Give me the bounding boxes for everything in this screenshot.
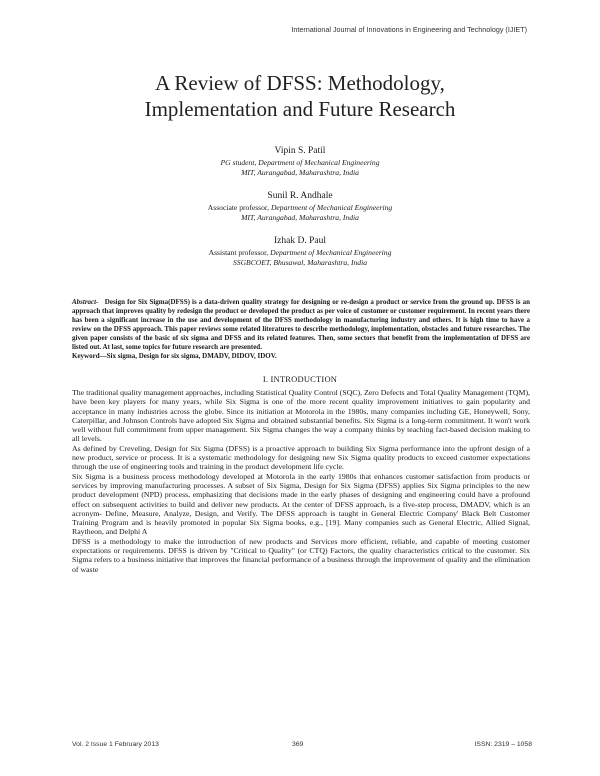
author-department: Department of Mechanical Engineering: [270, 203, 393, 212]
author-list: [0, 145, 600, 280]
body-paragraph: The traditional quality management approaches, including Statistical Quality Control (SQC), Zero Defects and Total Quality Management (TQM), have been key players for many years, while Six Sigma is one of the more recent quality improvement initiatives to gain popularity and acceptance in many industries across the globe. Since its initiation at Motorola in the 1980s, many companies including GE, Honeywell, Sony, Caterpillar, and Johnson Controls have adopted Six Sigma and obtained substantial benefits. Six Sigma is a long-term commitment. It won't work well without full commitment from upper management. Six Sigma changes the way a company thinks by teaching fact-based decision making to all levels.: [72, 388, 530, 444]
author-name: Sunil R. Andhale: [267, 191, 333, 201]
section-body: [72, 388, 530, 574]
title-line-1: A Review of DFSS: Methodology,: [155, 71, 445, 95]
author-role: Associate professor,: [207, 203, 271, 212]
abstract: [72, 298, 530, 352]
author-department: Department of Mechanical Engineering: [270, 248, 392, 257]
author-block: [0, 235, 600, 268]
title-line-2: Implementation and Future Research: [144, 97, 456, 121]
footer-volume: Vol. 2 Issue 1 February 2013: [72, 741, 159, 748]
author-department: PG student, Department of Mechanical Engineering: [220, 158, 380, 167]
keywords: Keyword—Six sigma, Design for six sigma, DMADV, DIDOV, IDOV.: [72, 352, 277, 360]
footer-issn: ISSN: 2319 – 1058: [474, 741, 532, 748]
author-affiliation: [0, 158, 600, 168]
author-block: [0, 190, 600, 223]
footer-page-number: 369: [292, 741, 304, 748]
author-institution: MIT, Aurangabad, Maharashtra, India: [241, 168, 359, 177]
section-heading: I. INTRODUCTION: [262, 374, 338, 384]
abstract-text: Design for Six Sigma(DFSS) is a data-driven quality strategy for designing or re-design a product or service from the ground up. DFSS is an approach that improves quality by redesign the product or developed the product as per voice of customer or customer requirement. In recent years there has been a significant increase in the use and development of the DFSS methodology in manufacturing industry and others. It is high time to have a review on the DFSS approach. This paper reviews some related literatures to describe methodology, implementation, obstacles and future researches. The given paper consists of the basic of six sigma and DFSS and its related features. Then, some sectors that benefit from the implementation of DFSS are listed out. At last, some topics for future research are presented.: [72, 298, 531, 351]
author-institution: SSGBCOET, Bhusawal, Maharashtra, India: [232, 258, 368, 267]
journal-header: International Journal of Innovations in Engineering and Technology (IJIET): [291, 25, 527, 34]
author-block: [0, 145, 600, 178]
author-institution: MIT, Aurangabad, Maharashtra, India: [241, 213, 359, 222]
body-paragraph: Six Sigma is a business process methodology developed at Motorola in the early 1980s that enhances customer satisfaction from products or services by improving manufacturing processes. A subset of Six Sigma, Design for Six Sigma (DFSS) applies Six Sigma principles to the new product development (NPD) process, emphasizing that decisions made in the early phases of designing and engineering could have a profound effect on subsequent activities to build and deliver new products. At the center of DFSS approach, is a five-step process, DMADV, which is an acronym- Define, Measure, Analyze, Design, and Verify. The DFSS approach is taught in General Electric Company' Black Belt Customer Training Program and is heavily promoted in popular Six Sigma books, e.g., [19]. Many companies such as General Electric, Allied Signal, Raytheon, and Delphi A: [72, 471, 530, 537]
author-name: Vipin S. Patil: [274, 146, 326, 156]
author-affiliation: [0, 203, 600, 213]
author-name: Izhak D. Paul: [274, 236, 326, 246]
abstract-label: Abstract-: [72, 298, 99, 306]
body-paragraph: DFSS is a methodology to make the introduction of new products and Services more efficient, reliable, and capable of meeting customer expectations or requirements. DFSS is driven by "Critical to Quality" (or CTQ) Factors, the quality characteristics critical to the customer. Six Sigma refers to a business initiative that improves the financial performance of a business through the improvement of quality and the elimination of waste: [72, 536, 530, 574]
author-affiliation: [0, 248, 600, 258]
paper-title: [0, 70, 600, 122]
body-paragraph: As defined by Creveling, Design for Six Sigma (DFSS) is a proactive approach to building Six Sigma performance into the upfront design of a new product, service or process. It is a systematic methodology for designing new Six Sigma quality products to exceed customer expectations through the use of engineering tools and training in the product development life cycle.: [72, 443, 530, 472]
author-role: Assistant professor,: [208, 248, 271, 257]
